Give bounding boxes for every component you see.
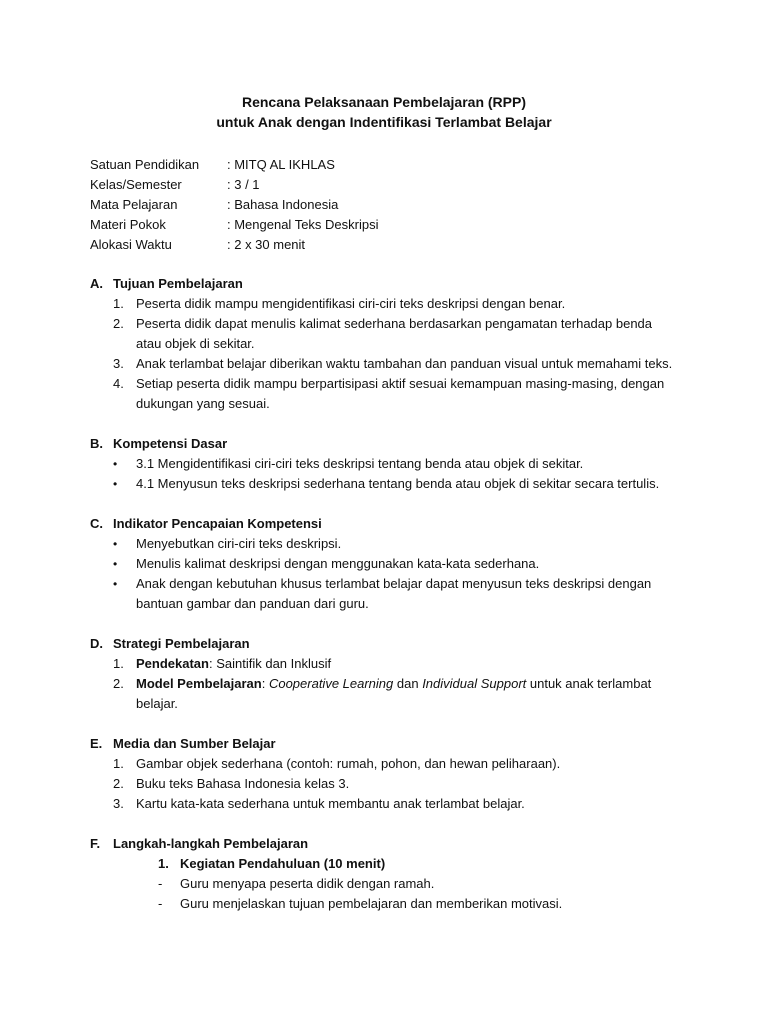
section-letter: B. [90, 436, 103, 451]
section-letter: A. [90, 276, 103, 291]
list-number: 1. [113, 756, 124, 771]
list-text: Kartu kata-kata sederhana untuk membantu anak terlambat belajar. [136, 796, 525, 811]
section-letter: F. [90, 836, 101, 851]
list-number: 2. [113, 316, 124, 331]
list-text: Peserta didik dapat menulis kalimat sederhana berdasarkan pengamatan terhadap benda atau objek di sekitar. [136, 316, 653, 351]
list-number: 1. [158, 856, 169, 871]
identity-table [90, 155, 379, 255]
section-c-list [113, 534, 673, 614]
dash-marker: - [158, 876, 163, 891]
list-item [113, 774, 673, 794]
section-title: Kompetensi Dasar [113, 436, 228, 451]
info-value: : MITQ AL IKHLAS [227, 157, 335, 172]
term-label: Pendekatan [136, 656, 209, 671]
bullet-icon: • [113, 557, 118, 571]
list-text: Setiap peserta didik mampu berpartisipasi aktif sesuai kemampuan masing-masing, dengan dukungan yang sesuai. [136, 376, 665, 411]
section-title: Media dan Sumber Belajar [113, 736, 276, 751]
info-row [90, 195, 379, 215]
list-text: 3.1 Mengidentifikasi ciri-ciri teks deskripsi tentang benda atau objek di sekitar. [136, 456, 584, 471]
section-title: Tujuan Pembelajaran [113, 276, 243, 291]
italic-term: Individual Support [422, 676, 527, 691]
list-item [113, 454, 673, 474]
list-text: Menulis kalimat deskripsi dengan menggunakan kata-kata sederhana. [136, 556, 540, 571]
list-number: 4. [113, 376, 124, 391]
info-row [90, 175, 379, 195]
tail-text: untuk anak terlambat belajar. [136, 676, 652, 711]
info-row [90, 215, 379, 235]
document-title [0, 92, 768, 132]
list-item [113, 534, 673, 554]
info-label: Satuan Pendidikan [90, 157, 200, 172]
list-item [113, 794, 673, 814]
bullet-icon: • [113, 477, 118, 491]
list-text [136, 674, 673, 714]
section-d-heading [90, 634, 250, 654]
info-value: : Bahasa Indonesia [227, 197, 339, 212]
italic-term: Cooperative Learning [268, 676, 394, 691]
list-number: 2. [113, 776, 124, 791]
list-item [113, 754, 673, 774]
list-number: 3. [113, 796, 124, 811]
info-value: : Mengenal Teks Deskripsi [227, 217, 379, 232]
section-title: Strategi Pembelajaran [113, 636, 250, 651]
list-number: 1. [113, 656, 124, 671]
list-text: 4.1 Menyusun teks deskripsi sederhana tentang benda atau objek di sekitar secara tertulis. [136, 476, 660, 491]
section-e-list [113, 754, 673, 814]
title-line-1: Rencana Pelaksanaan Pembelajaran (RPP) [241, 94, 527, 110]
list-item [113, 354, 673, 374]
list-text: Guru menjelaskan tujuan pembelajaran dan memberikan motivasi. [180, 896, 563, 911]
bullet-icon: • [113, 457, 118, 471]
list-item [113, 474, 673, 494]
list-item [113, 574, 673, 614]
term-label: Model Pembelajaran [136, 676, 262, 691]
list-item [113, 654, 673, 674]
list-text: Gambar objek sederhana (contoh: rumah, pohon, dan hewan peliharaan). [136, 756, 561, 771]
dash-marker: - [158, 896, 163, 911]
title-line-2: untuk Anak dengan Indentifikasi Terlambat Belajar [216, 114, 552, 130]
section-f-heading [90, 834, 308, 854]
section-title: Langkah-langkah Pembelajaran [113, 836, 309, 851]
info-value: : 3 / 1 [227, 177, 260, 192]
section-a-list [113, 294, 673, 414]
list-text: Anak dengan kebutuhan khusus terlambat belajar dapat menyusun teks deskripsi dengan bantuan gambar dan panduan dari guru. [136, 576, 652, 611]
section-b-list [113, 454, 673, 494]
list-number: 2. [113, 676, 124, 691]
section-title: Indikator Pencapaian Kompetensi [113, 516, 322, 531]
list-item [158, 874, 658, 894]
section-letter: D. [90, 636, 103, 651]
sub-title: Kegiatan Pendahuluan (10 menit) [180, 856, 386, 871]
colon-text: : [261, 676, 269, 691]
bullet-icon: • [113, 537, 118, 551]
list-item [113, 374, 673, 414]
section-a-heading [90, 274, 243, 294]
info-label: Mata Pelajaran [90, 197, 178, 212]
info-label: Alokasi Waktu [90, 237, 172, 252]
info-value: : 2 x 30 menit [227, 237, 306, 252]
list-text: Guru menyapa peserta didik dengan ramah. [180, 876, 435, 891]
list-item [113, 674, 673, 714]
list-item [113, 314, 673, 354]
info-label: Materi Pokok [90, 217, 166, 232]
list-item [158, 894, 658, 914]
section-d-list [113, 654, 673, 714]
list-item [113, 554, 673, 574]
list-number: 3. [113, 356, 124, 371]
list-text [136, 654, 673, 674]
term-value: : Saintifik dan Inklusif [208, 656, 332, 671]
section-f-sub [158, 854, 658, 914]
info-row [90, 235, 379, 255]
section-c-heading [90, 514, 322, 534]
bullet-icon: • [113, 577, 118, 591]
list-number: 1. [113, 296, 124, 311]
info-label: Kelas/Semester [90, 177, 182, 192]
list-text: Anak terlambat belajar diberikan waktu tambahan dan panduan visual untuk memahami teks. [136, 356, 673, 371]
list-text: Buku teks Bahasa Indonesia kelas 3. [136, 776, 350, 791]
section-e-heading [90, 734, 276, 754]
sub-heading [158, 854, 658, 874]
section-letter: E. [90, 736, 103, 751]
info-row [90, 155, 379, 175]
list-item [113, 294, 673, 314]
section-b-heading [90, 434, 227, 454]
list-text: Peserta didik mampu mengidentifikasi ciri-ciri teks deskripsi dengan benar. [136, 296, 566, 311]
section-letter: C. [90, 516, 103, 531]
list-text: Menyebutkan ciri-ciri teks deskripsi. [136, 536, 342, 551]
connector-text: dan [393, 676, 423, 691]
